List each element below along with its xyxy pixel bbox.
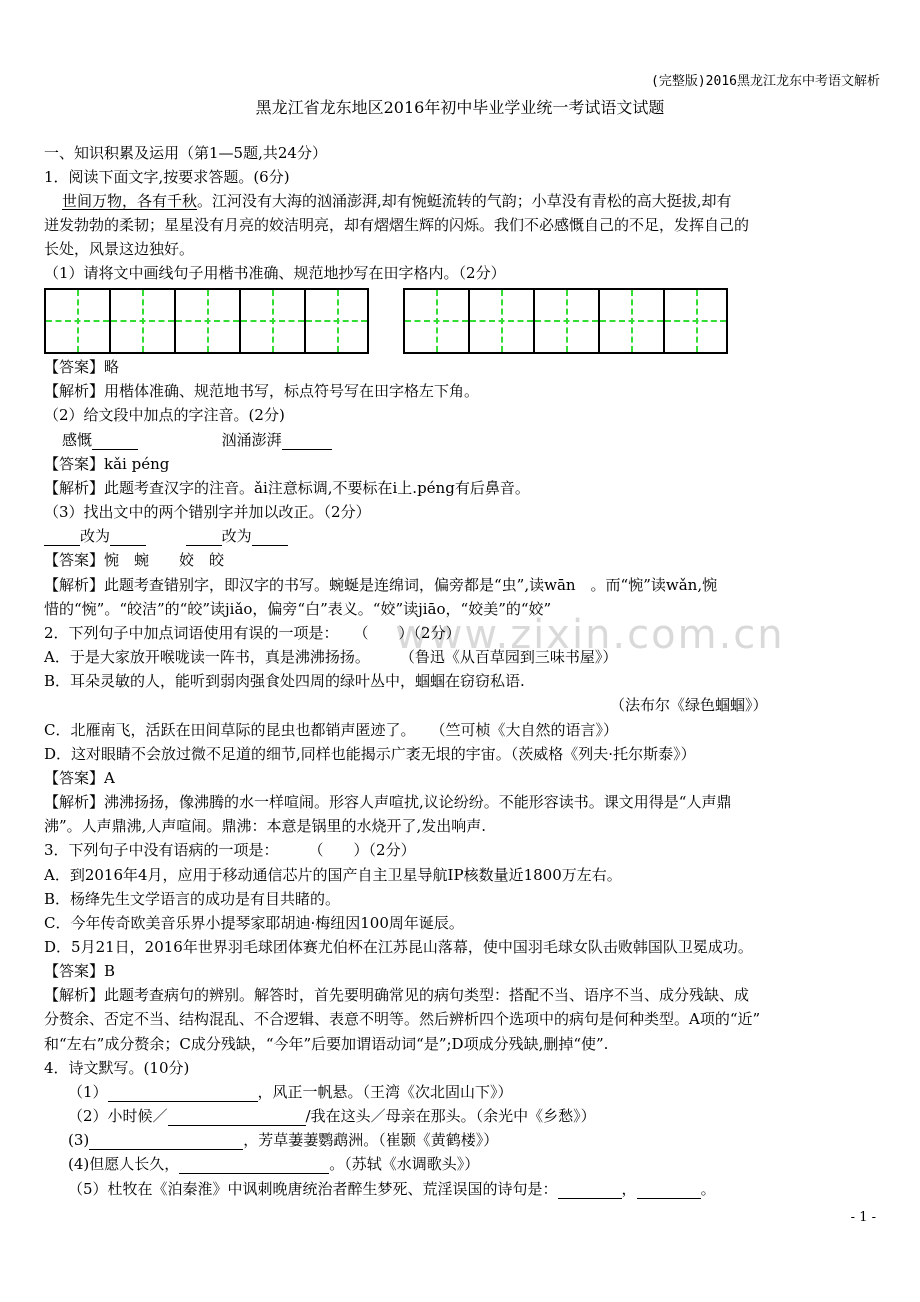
section-heading: 一、知识积累及运用（第1—5题,共24分） <box>44 144 327 162</box>
correction-blanks <box>44 526 288 546</box>
answer-1-1: 【答案】略 <box>44 358 120 376</box>
poem-3-suffix: ，芳草萋萋鹦鹉洲。（崔颢《黄鹤楼》） <box>243 1131 499 1149</box>
analysis-3-line-3: 和“左右”成分赘余；C成分残缺，“今年”后要加谓语动词“是”;D项成分残缺,删掉“使”. <box>44 1035 609 1053</box>
analysis-2-line-2: 沸”。人声鼎沸,人声喧闹。鼎沸：本意是锅里的水烧开了,发出响声. <box>44 817 486 835</box>
question-2: 2．下列句子中加点词语使用有误的一项是： （ ）（2分） <box>44 624 461 642</box>
blank-xiongyong[interactable] <box>282 433 332 450</box>
label-gaiwei-2: 改为 <box>221 527 252 545</box>
analysis-3-line-2: 分赘余、否定不当、结构混乱、不合逻辑、表意不明等。然后辨析四个选项中的病句是何种类型。A项的“近” <box>44 1010 761 1028</box>
grid-cell[interactable] <box>663 290 728 352</box>
option-3a: A．到2016年4月，应用于移动通信芯片的国产自主卫星导航IP核数量近1800万左右。 <box>44 866 622 884</box>
grid-cell[interactable] <box>533 290 598 352</box>
passage-line-1-rest: 。江河没有大海的汹涌澎湃,却有惋蜓流转的气韵；小草没有青松的高大挺拔,却有 <box>197 192 732 210</box>
blank-poem-4[interactable] <box>179 1157 329 1174</box>
blank-wrong-1[interactable] <box>44 529 80 546</box>
page-number: - 1 - <box>850 1210 876 1225</box>
question-1-1: （1）请将文中画线句子用楷书准确、规范地抄写在田字格内。（2分） <box>44 264 506 282</box>
poem-4-suffix: 。（苏轼《水调歌头》） <box>329 1155 480 1173</box>
poem-5-comma: ， <box>621 1180 637 1198</box>
analysis-1-3-line-1: 【解析】此题考查错别字，即汉字的书写。蜿蜒是连绵词，偏旁都是“虫”,读wān 。而“惋”读wǎn,惋 <box>44 576 718 594</box>
grid-cell[interactable] <box>44 290 109 352</box>
option-2a: A．于是大家放开喉咙读一阵书，真是沸沸扬扬。 （鲁迅《从百草园到三味书屋》） <box>44 648 618 666</box>
word-xiongyong: 汹涌澎湃 <box>221 431 282 449</box>
passage-line-1 <box>62 191 732 211</box>
poem-1-suffix: ，风正一帆悬。（王湾《次北固山下》） <box>257 1083 513 1101</box>
analysis-3-line-1: 【解析】此题考查病句的辨别。解答时，首先要明确常见的病句类型：搭配不当、语序不当、成分残缺、成 <box>44 986 750 1004</box>
blank-poem-5b[interactable] <box>637 1182 701 1199</box>
answer-2: 【答案】A <box>44 769 115 787</box>
header-note: (完整版)2016黑龙江龙东中考语文解析 <box>651 74 880 89</box>
blank-poem-1[interactable] <box>108 1085 258 1102</box>
blank-poem-5a[interactable] <box>558 1182 622 1199</box>
poem-1-prefix: （1） <box>68 1083 108 1101</box>
option-2b: B．耳朵灵敏的人，能听到弱肉强食处四周的绿叶丛中，蝈蝈在窃窃私语. <box>44 672 525 690</box>
poem-item-4 <box>68 1154 479 1174</box>
poem-5-prefix: （5）杜牧在《泊秦淮》中讽刺晚唐统治者醉生梦死、荒淫误国的诗句是： <box>68 1180 558 1198</box>
grid-cell[interactable] <box>598 290 663 352</box>
blank-right-2[interactable] <box>252 529 288 546</box>
poem-2-prefix: （2）小时候／ <box>68 1107 168 1125</box>
analysis-2-line-1: 【解析】沸沸扬扬，像沸腾的水一样喧闹。形容人声喧扰,议论纷纷。不能形容读书。课文用得是“人声鼎 <box>44 793 732 811</box>
question-3: 3．下列句子中没有语病的一项是： （ ）（2分） <box>44 841 416 859</box>
blank-poem-3[interactable] <box>89 1133 243 1150</box>
writing-grid-right[interactable] <box>403 288 728 354</box>
grid-cell[interactable] <box>239 290 304 352</box>
label-gaiwei-1: 改为 <box>80 527 111 545</box>
poem-3-prefix: (3) <box>68 1131 90 1149</box>
grid-cell[interactable] <box>304 290 369 352</box>
word-ganka: 感慨 <box>62 431 93 449</box>
question-1-3: （3）找出文中的两个错别字并加以改正。（2分） <box>44 503 371 521</box>
analysis-1-2: 【解析】此题考查汉字的注音。ǎi注意标调,不要标在i上.péng有后鼻音。 <box>44 479 530 497</box>
poem-item-5 <box>68 1179 716 1199</box>
answer-3: 【答案】B <box>44 962 116 980</box>
watermark: www.zixin.com.cn <box>395 612 785 658</box>
poem-item-3 <box>68 1130 498 1150</box>
blank-poem-2[interactable] <box>168 1109 306 1126</box>
grid-cell[interactable] <box>174 290 239 352</box>
blank-ganka[interactable] <box>92 433 138 450</box>
question-1: 1．阅读下面文字,按要求答题。(6分) <box>44 168 290 186</box>
poem-item-1 <box>68 1082 513 1102</box>
question-4: 4．诗文默写。(10分) <box>44 1059 190 1077</box>
analysis-1-3-line-2: 惜的“惋”。“皎洁”的“皎”读jiǎo，偏旁“白”表义。“姣”读jiāo，“姣美”的“姣” <box>44 600 552 618</box>
poem-item-2 <box>68 1106 596 1126</box>
poem-5-period: 。 <box>700 1180 716 1198</box>
grid-cell[interactable] <box>468 290 533 352</box>
poem-4-prefix: (4)但愿人长久， <box>68 1155 180 1173</box>
option-2c: C．北雁南飞，活跃在田间草际的昆虫也都销声匿迹了。 （竺可桢《大自然的语言》） <box>44 721 618 739</box>
grid-cell[interactable] <box>403 290 468 352</box>
writing-grid-left[interactable] <box>44 288 369 354</box>
passage-line-2: 迸发勃勃的柔韧；星星没有月亮的姣洁明亮，却有熠熠生辉的闪烁。我们不必感慨自己的不足，发挥自己的 <box>44 216 750 234</box>
question-1-2: （2）给文段中加点的字注音。(2分) <box>44 406 285 424</box>
answer-1-2: 【答案】kǎi péng <box>44 455 170 473</box>
option-2d: D．这对眼睛不会放过微不足道的细节,同样也能揭示广袤无垠的宇宙。（茨威格《列夫·托尔斯泰》） <box>44 745 696 763</box>
underlined-sentence: 世间万物，各有千秋 <box>62 192 198 210</box>
option-3c: C．今年传奇欧美音乐界小提琴家耶胡迪·梅纽因100周年诞辰。 <box>44 914 464 932</box>
page-title: 黑龙江省龙东地区2016年初中毕业学业统一考试语文试题 <box>255 98 665 117</box>
poem-2-suffix: /我在这头／母亲在那头。（余光中《乡愁》） <box>305 1107 596 1125</box>
grid-cell[interactable] <box>109 290 174 352</box>
blank-wrong-2[interactable] <box>186 529 222 546</box>
option-3d: D．5月21日，2016年世界羽毛球团体赛尤伯杯在江苏昆山落幕，使中国羽毛球女队击败韩国队卫冕成功。 <box>44 938 753 956</box>
blank-right-1[interactable] <box>110 529 146 546</box>
option-2b-source: （法布尔《绿色蝈蝈》） <box>610 696 768 714</box>
option-3b: B．杨绛先生文学语言的成功是有目共睹的。 <box>44 890 341 908</box>
passage-line-3: 长处，风景这边独好。 <box>44 240 195 258</box>
answer-1-3: 【答案】惋 蜿 姣 皎 <box>44 551 225 569</box>
analysis-1-1: 【解析】用楷体准确、规范地书写，标点符号写在田字格左下角。 <box>44 382 480 400</box>
pinyin-blanks <box>62 430 332 450</box>
